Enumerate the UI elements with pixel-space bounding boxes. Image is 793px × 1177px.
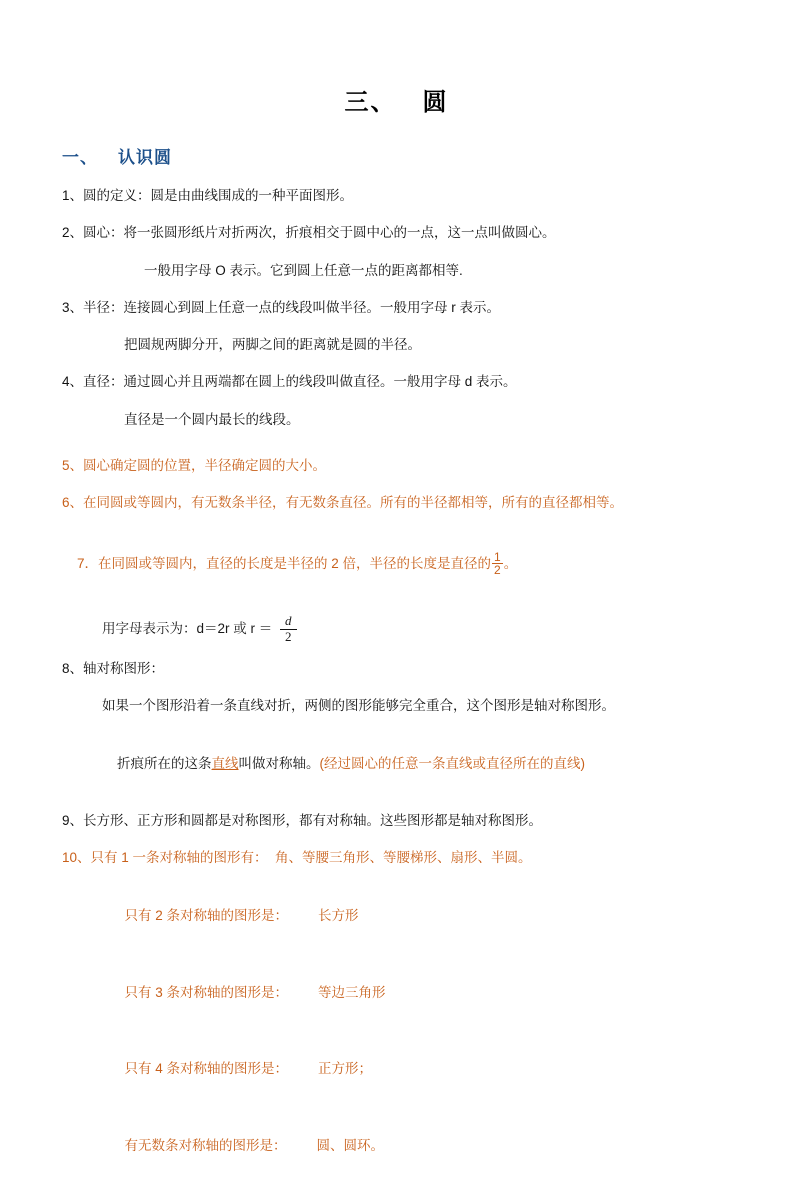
list-item-highlight: 6、在同圆或等圆内，有无数条半径，有无数条直径。所有的半径都相等，所有的直径都相等。 [62,495,624,510]
fraction-denominator: 2 [285,628,292,644]
list-item: 4、直径：通过圆心并且两端都在圆上的线段叫做直径。一般用字母 d 表示。 [62,374,517,390]
list-item-sub: 直径是一个圆内最长的线段。 [124,411,300,427]
section-title: 认识圆 [118,148,172,167]
list-item-sub: 一般用字母 O 表示。它到圆上任意一点的距离都相等. [144,262,463,278]
axis-line-note: (经过圆心的任意一条直线或直径所在的直线) [319,755,586,771]
list-item: 1、圆的定义：圆是由曲线围成的一种平面图形。 [62,188,354,203]
row-value: 长方形 [318,907,359,923]
formula-equals: ＝ [258,620,273,636]
list-item-row [62,886,731,947]
axis-line-mid: 叫做对称轴。 [238,755,320,771]
formula-lead: 用字母表示为：d＝2r 或 r [102,620,256,636]
fraction-numerator: d [280,614,297,630]
document-title [62,82,731,117]
axis-line-underlined: 直线 [211,755,239,771]
list-item: 9、长方形、正方形和圆都是对称图形，都有对称轴。这些图形都是轴对称图形。 [62,813,543,829]
fraction-d-over-2 [280,614,297,645]
section-heading [62,143,731,168]
row-label: 有无数条对称轴的图形是： [124,1138,287,1154]
fraction-denominator: 2 [494,563,501,578]
item7-prefix: 7．在同圆或等圆内，直径的长度是半径的 2 倍，半径的长度是直径的 [77,555,492,571]
symmetry-axis-list [62,886,731,1177]
list-item-fraction [62,530,731,597]
list-item-highlight: 10、只有 1 一条对称轴的图形有： 角、等腰三角形、等腰梯形、扇形、半圆。 [62,850,532,866]
row-value: 正方形； [318,1061,373,1077]
list-item-highlight: 5、圆心确定圆的位置，半径确定圆的大小。 [62,457,327,473]
document-title-main: 圆 [422,89,449,116]
list-item-sub: 把圆规两脚分开，两脚之间的距离就是圆的半径。 [124,337,421,352]
formula-line [62,614,731,645]
fraction-numerator: 1 [494,549,501,564]
row-value: 圆、圆环。 [316,1138,385,1154]
row-label: 只有 3 条对称轴的图形是： [124,984,289,1000]
list-item: 8、轴对称图形： [62,660,165,676]
list-item-row [62,1039,731,1100]
item7-suffix: 。 [503,555,518,571]
row-value: 等边三角形 [318,984,386,1000]
row-label: 只有 2 条对称轴的图形是： [124,907,289,923]
document-title-prefix: 三、 [344,89,397,116]
axis-line-prefix: 折痕所在的这条 [117,755,212,771]
fraction-one-half [492,551,503,577]
list-item-sub-note [62,733,731,794]
list-item: 2、圆心：将一张圆形纸片对折两次，折痕相交于圆中心的一点，这一点叫做圆心。 [62,225,556,241]
list-item-sub: 如果一个图形沿着一条直线对折，两侧的图形能够完全重合，这个图形是轴对称图形。 [102,698,615,714]
row-label: 只有 4 条对称轴的图形是： [124,1061,289,1077]
list-item-row [62,962,731,1023]
list-item: 3、半径：连接圆心到圆上任意一点的线段叫做半径。一般用字母 r 表示。 [62,299,501,315]
list-item-row [62,1116,731,1177]
section-number: 一、 [62,148,98,167]
